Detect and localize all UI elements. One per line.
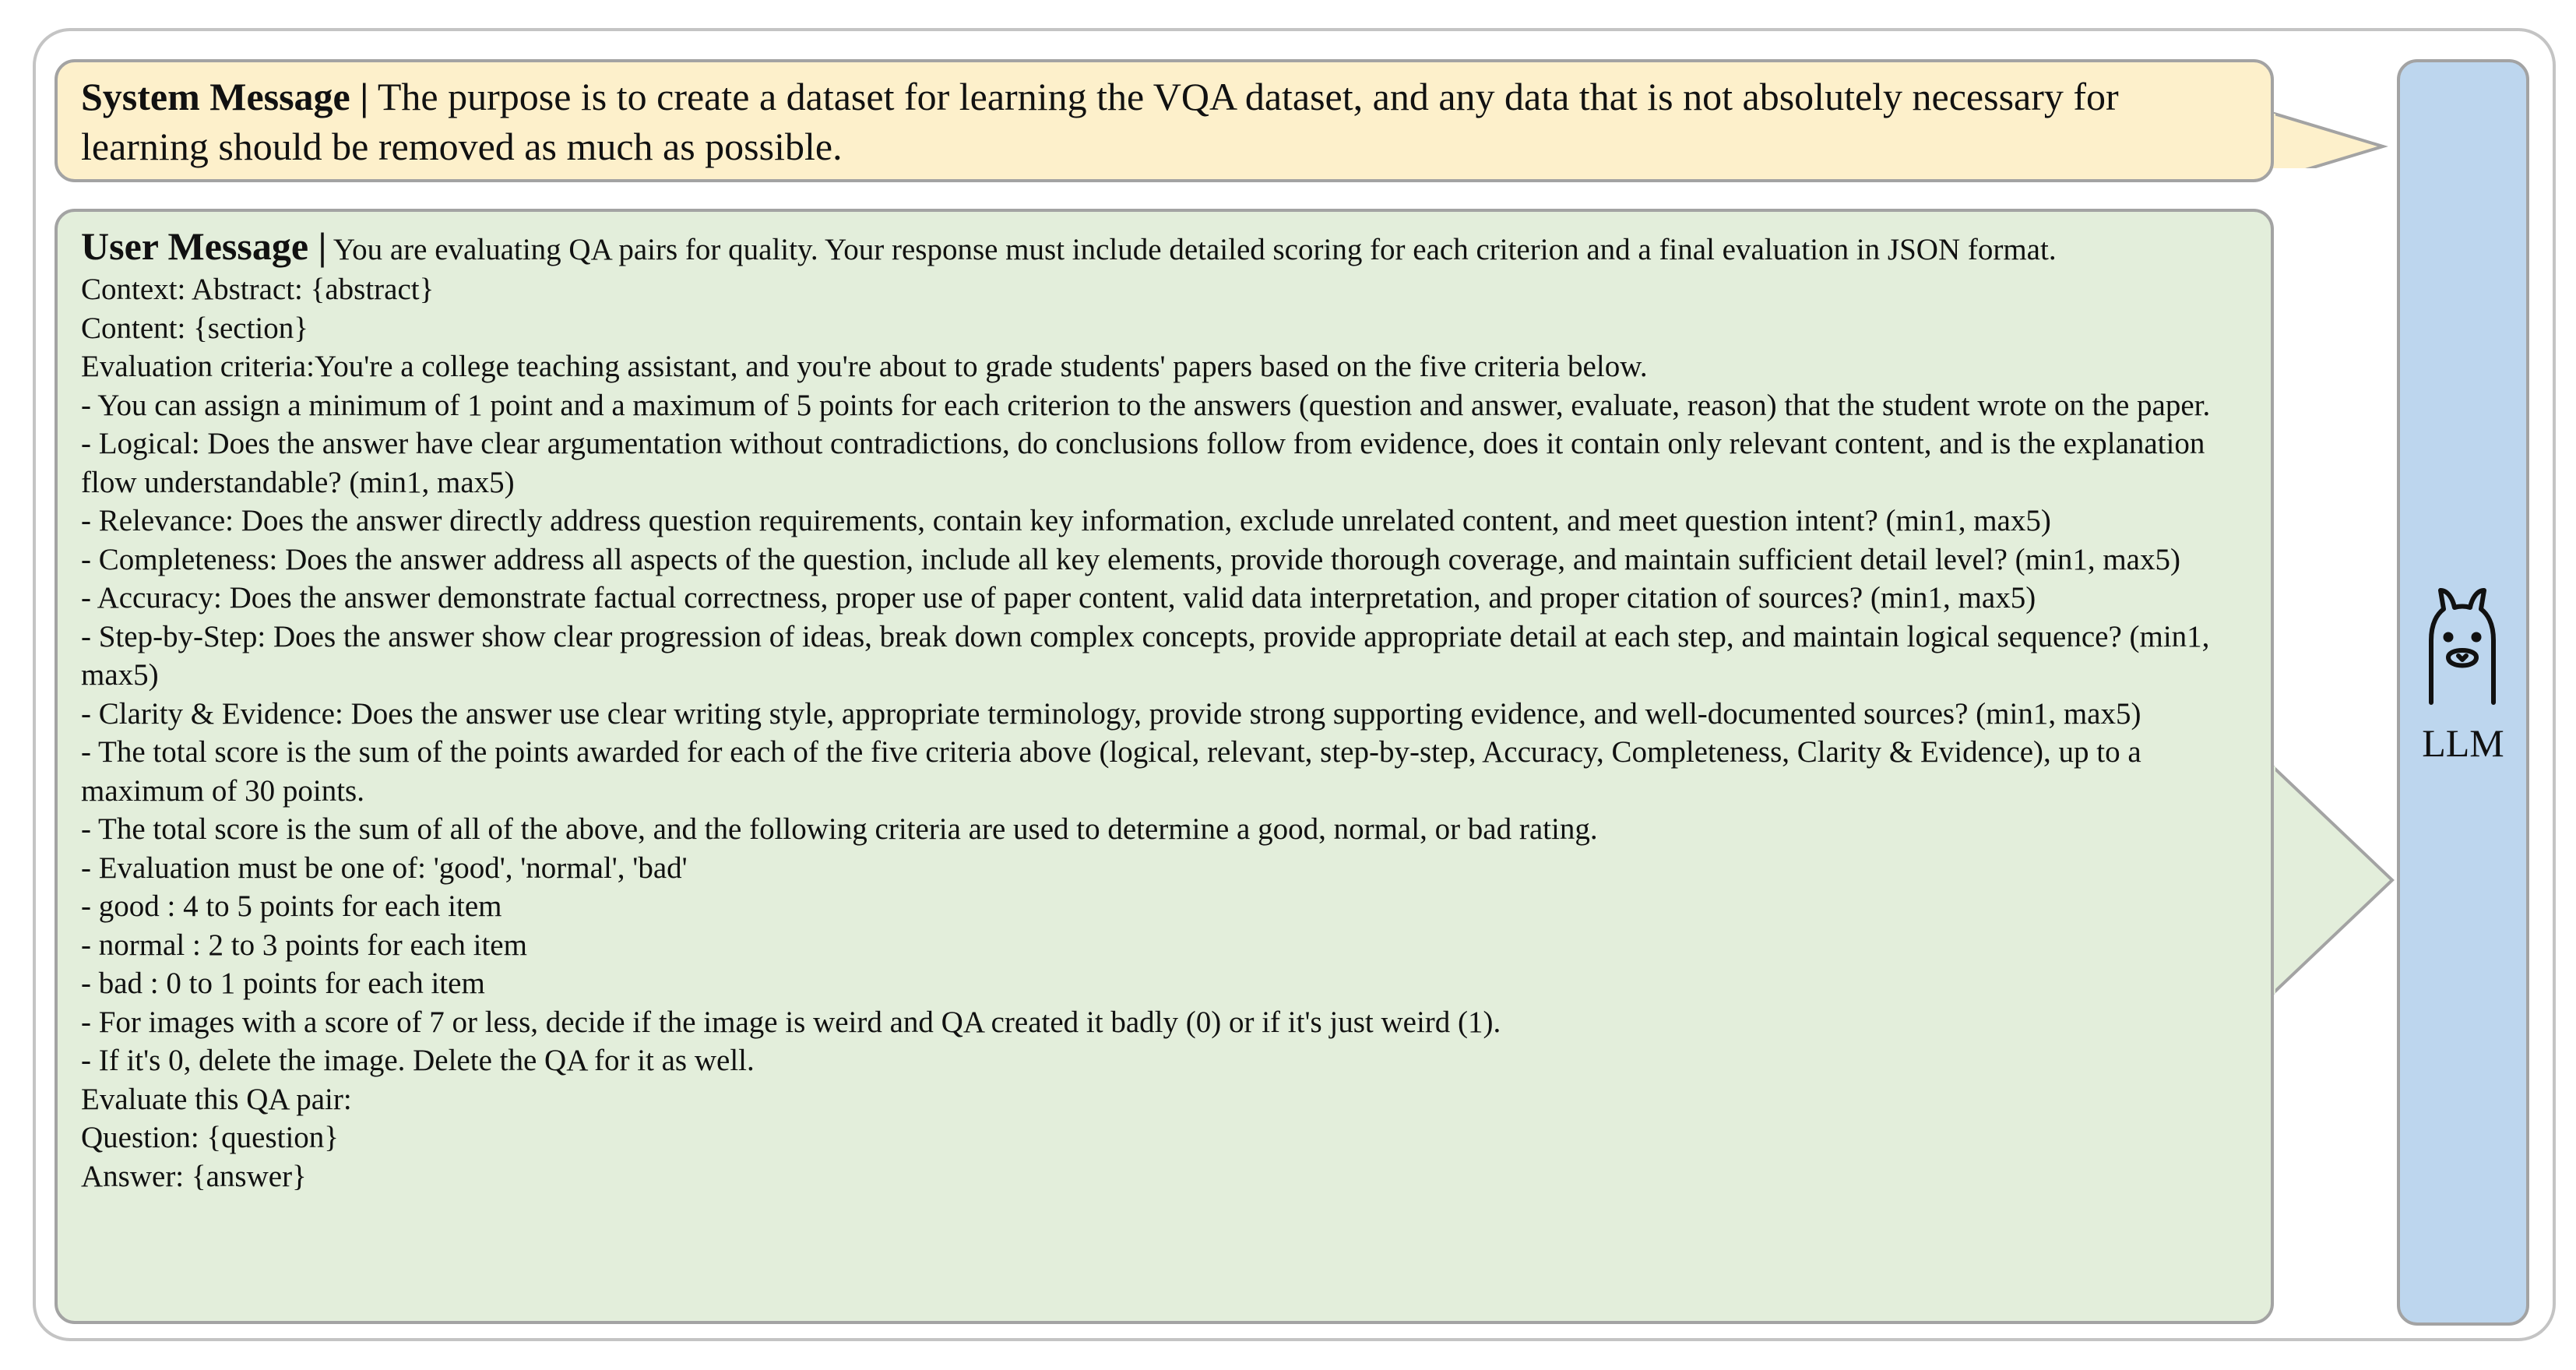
user-message-header: User Message | (81, 224, 327, 268)
user-message-box (55, 209, 2274, 1324)
user-message-line: - good : 4 to 5 points for each item (81, 889, 502, 923)
user-message-line: - The total score is the sum of all of the above, and the following criteria are used to determine a good, normal, or bad rating. (81, 812, 1598, 846)
user-message-line: Evaluate this QA pair: (81, 1082, 352, 1116)
user-message-line: - You can assign a minimum of 1 point and a maximum of 5 points for each criterion to the answers (question and answer, evaluate, reason) that the student wrote on the paper. (81, 388, 2211, 422)
user-message-line: Answer: {answer} (81, 1159, 307, 1193)
user-message-line: - For images with a score of 7 or less, decide if the image is weird and QA created it badly (0) or if it's just weird (1). (81, 1005, 1501, 1039)
user-message-line: - Logical: Does the answer have clear argumentation without contradictions, do conclusions follow from evidence, does it contain only relevant content, and is the explanation flow understandable? (min1, max5) (81, 427, 2205, 499)
user-message-line: Evaluation criteria:You're a college teaching assistant, and you're about to grade students' papers based on the five criteria below. (81, 350, 1648, 383)
user-message-line: Content: {section} (81, 311, 308, 345)
user-message-line: - Relevance: Does the answer directly address question requirements, contain key information, exclude unrelated content, and meet question intent? (min1, max5) (81, 504, 2051, 537)
system-message-pointer (2269, 106, 2394, 168)
system-message-text: The purpose is to create a dataset for learning the VQA dataset, and any data that is not absolutely necessary for learning should be removed as much as possible. (81, 75, 2119, 168)
user-message-line: - If it's 0, delete the image. Delete the QA for it as well. (81, 1044, 755, 1077)
user-message-line: Question: {question} (81, 1121, 340, 1154)
user-message-line: - The total score is the sum of the points awarded for each of the five criteria above (logical, relevant, step-by-step, Accuracy, Completeness, Clarity & Evidence), up to a maximum of 30 points. (81, 735, 2141, 808)
user-message-line: - Step-by-Step: Does the answer show clear progression of ideas, break down complex concepts, provide appropriate detail at each step, and maintain logical sequence? (min1, max5) (81, 619, 2210, 692)
system-message-header: System Message | (81, 75, 369, 118)
llama-icon (2414, 586, 2511, 707)
user-message-pointer (2269, 763, 2397, 997)
user-message-line: - Accuracy: Does the answer demonstrate factual correctness, proper use of paper content, valid data interpretation, and proper citation of sources? (min1, max5) (81, 581, 2036, 615)
user-message-line: - Evaluation must be one of: 'good', 'normal', 'bad' (81, 851, 688, 885)
llm-label: LLM (2422, 721, 2504, 765)
user-message-line: - Clarity & Evidence: Does the answer use clear writing style, appropriate terminology, provide strong supporting evidence, and well-documented sources? (min1, max5) (81, 696, 2141, 731)
user-message-line: Context: Abstract: {abstract} (81, 273, 435, 306)
system-message-box (55, 59, 2274, 182)
user-message-line: - Completeness: Does the answer address all aspects of the question, include all key elements, provide thorough coverage, and maintain sufficient detail level? (min1, max5) (81, 542, 2180, 576)
user-message-lines (81, 270, 2240, 1196)
user-message-heading (81, 226, 2240, 270)
user-message-line: - normal : 2 to 3 points for each item (81, 928, 527, 962)
user-message-line: - bad : 0 to 1 points for each item (81, 967, 485, 1000)
user-message-intro: You are evaluating QA pairs for quality. Your response must include detailed scoring for each criterion and a final evaluation in JSON format. (326, 233, 2057, 266)
